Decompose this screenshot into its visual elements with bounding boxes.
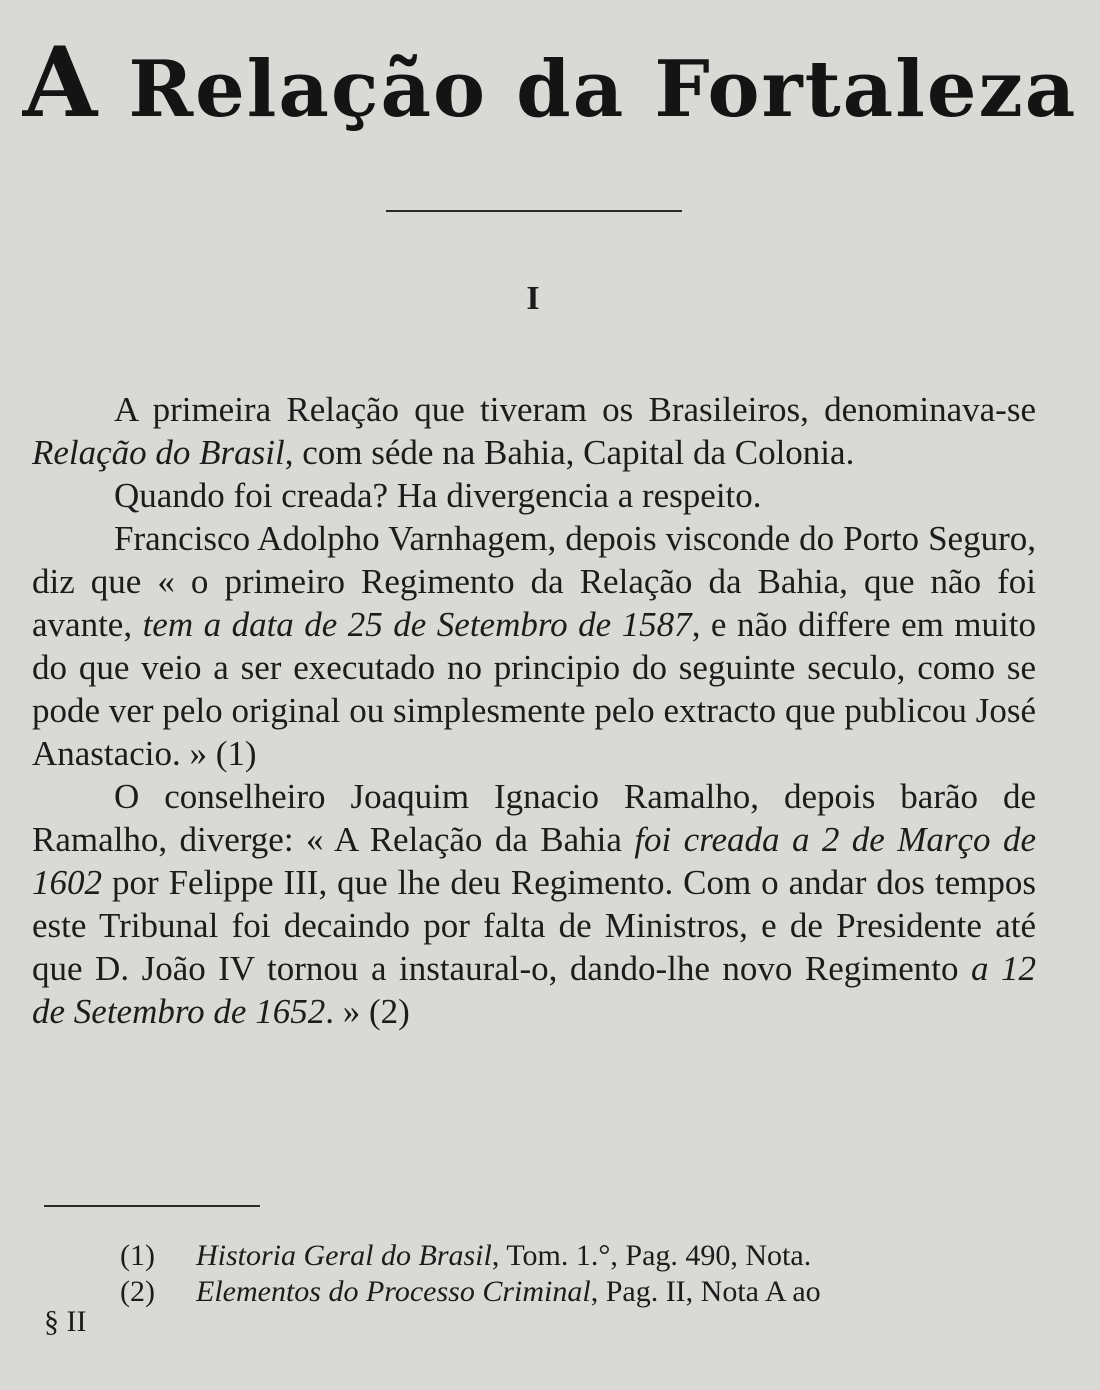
- italic-text: foi creada a 2 de Março de 1602: [32, 820, 1036, 902]
- page-title: [0, 28, 1100, 145]
- text-run: O conselheiro Joaquim Ignacio Ramalho, depois barão de Ramalho, diverge: « A Relação da Bahia: [32, 777, 1036, 859]
- text-run: , e não differe em muito do que veio a ser executado no principio do seguinte seculo, como se pode ver pelo original ou simplesmente pelo extracto que publicou José Anastacio. » (1): [32, 605, 1036, 773]
- italic-text: a 12 de Setembro de 1652: [32, 949, 1037, 1031]
- italic-text: Relação do Brasil: [32, 433, 285, 472]
- text-run: , com séde na Bahia, Capital da Colonia.: [284, 433, 855, 472]
- paragraph: [32, 388, 1036, 474]
- footnote-number: (1): [120, 1239, 155, 1272]
- footnote-number: (2): [120, 1275, 155, 1308]
- title-divider: [386, 210, 682, 212]
- article-body: [32, 388, 1036, 1033]
- paragraph: [32, 517, 1036, 775]
- text-run: Francisco Adolpho Varnhagem, depois visconde do Porto Seguro, diz que « o primeiro Regimento da Relação da Bahia, que não foi avante,: [32, 519, 1036, 644]
- italic-text: Elementos do Processo Criminal: [196, 1275, 591, 1308]
- paragraph: [32, 775, 1036, 1033]
- title-text: Relação da Fortaleza: [99, 44, 1078, 135]
- footnote-divider: [44, 1205, 260, 1207]
- footnotes: [120, 1238, 1044, 1310]
- italic-text: tem a data de 25 de Setembro de 1587: [142, 605, 692, 644]
- text-run: , Pag. II, Nota A ao: [590, 1275, 821, 1308]
- footnote-continuation: § II: [44, 1305, 87, 1338]
- section-numeral: I: [526, 280, 540, 317]
- italic-text: Historia Geral do Brasil: [196, 1239, 492, 1272]
- text-run: . » (2): [325, 992, 410, 1031]
- text-run: , Tom. 1.°, Pag. 490, Nota.: [491, 1239, 812, 1272]
- paragraph: [32, 474, 1036, 517]
- text-run: Quando foi creada? Ha divergencia a respeito.: [114, 476, 762, 515]
- text-run: A primeira Relação que tiveram os Brasileiros, denominava-se: [114, 390, 1036, 429]
- title-initial: A: [22, 26, 100, 139]
- footnote: [120, 1238, 1044, 1274]
- footnote: [120, 1274, 1044, 1310]
- text-run: por Felippe III, que lhe deu Regimento. Com o andar dos tempos este Tribunal foi decaindo por falta de Ministros, e de Presidente até que D. João IV tornou a instaural-o, dando-lhe novo Regimento: [32, 863, 1036, 988]
